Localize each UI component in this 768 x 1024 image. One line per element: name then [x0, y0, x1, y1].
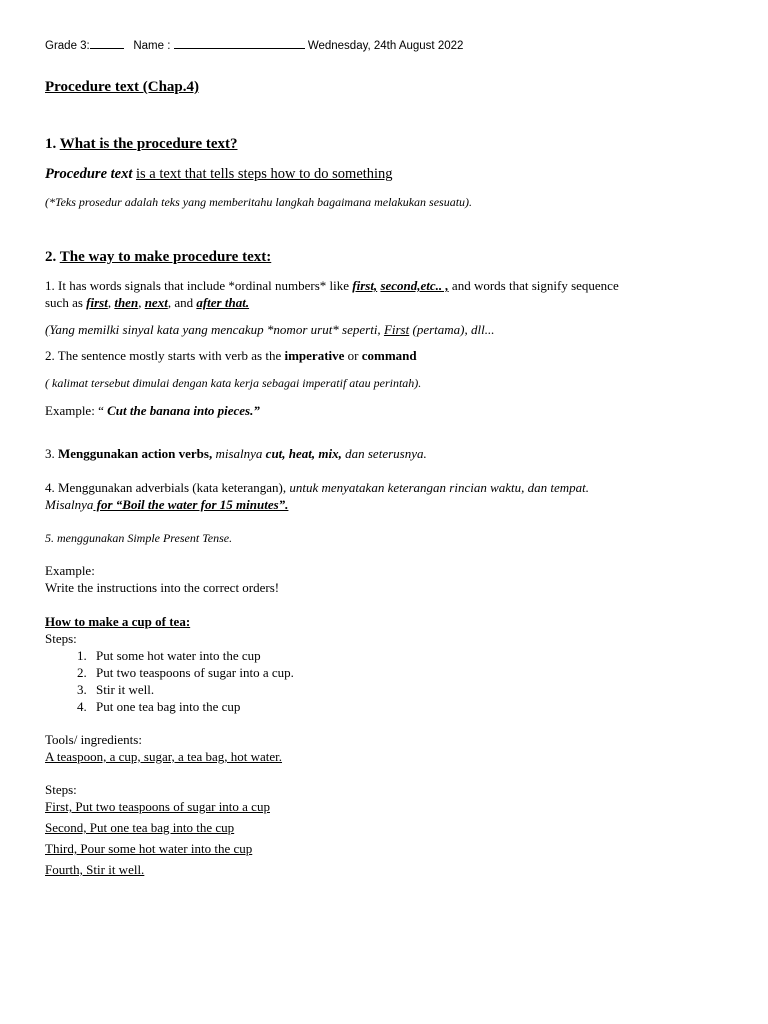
list-item: 3. Stir it well. — [90, 681, 294, 698]
point1-such-as: such as — [45, 295, 87, 310]
point1-text-cont: and words that signify sequence — [448, 278, 619, 293]
point2-text: 2. The sentence mostly starts with verb as the — [45, 348, 285, 363]
point1-translation-first: First — [383, 322, 410, 337]
date: Wednesday, 24th August 2022 — [307, 40, 464, 52]
list-item: 4. Put one tea bag into the cup — [90, 698, 294, 715]
tools-label: Tools/ ingredients: — [45, 732, 142, 747]
page-title: Procedure text (Chap.4) — [45, 79, 199, 95]
exercise-example-label: Example: — [45, 563, 95, 578]
point1-line1 — [45, 278, 619, 294]
definition — [45, 165, 393, 183]
section1-heading — [45, 136, 238, 152]
exercise-instruction: Write the instructions into the correct orders! — [45, 580, 280, 595]
signal-first: first — [86, 295, 108, 310]
point4-misalnya: Misalnya — [45, 497, 94, 512]
steps-label: Steps: — [45, 631, 77, 646]
section1-heading-number: 1. — [45, 136, 57, 152]
section2-heading-number: 2. — [45, 249, 57, 265]
grade-blank — [90, 37, 124, 49]
section2-heading — [45, 249, 271, 265]
point1-translation-rest: (pertama), dll... — [409, 322, 495, 337]
example-label: Example: “ — [45, 403, 108, 418]
grade-label: Grade 3: — [45, 40, 90, 52]
point1-and: , and — [167, 295, 197, 310]
definition-translation: (*Teks prosedur adalah teks yang memberitahu langkah bagaimana melakukan sesuatu). — [45, 195, 473, 209]
answer-step-3: Third, Pour some hot water into the cup — [45, 841, 253, 856]
point1-text: 1. It has words signals that include *ordinal numbers* like — [45, 278, 353, 293]
point2-translation: ( kalimat tersebut dimulai dengan kata kerja sebagai imperatif atau perintah). — [45, 376, 422, 390]
point1-line2: such as first, then, next, and after that. — [45, 295, 250, 310]
steps-list — [45, 647, 294, 715]
point4-text: 4. Menggunakan adverbials (kata keterangan), — [45, 480, 290, 495]
point2-command: command — [361, 348, 417, 363]
definition-text: is a text that tells steps how to do something — [136, 166, 393, 182]
definition-term: Procedure text — [45, 166, 133, 182]
point2-or: or — [344, 348, 362, 363]
point2-imperative: imperative — [284, 348, 345, 363]
point3-number: 3. — [45, 446, 58, 461]
answer-step-1: First, Put two teaspoons of sugar into a cup — [45, 799, 270, 814]
name-label: Name : — [133, 40, 171, 52]
section2-heading-text: The way to make procedure text: — [59, 249, 272, 265]
tools-list: A teaspoon, a cup, sugar, a tea bag, hot water. — [45, 749, 283, 764]
point5: 5. menggunakan Simple Present Tense. — [45, 531, 233, 545]
point3-misalnya: misalnya — [212, 446, 266, 461]
point3 — [45, 446, 427, 462]
name-blank — [174, 37, 305, 49]
signal-then: then — [114, 295, 139, 310]
ordinal-first: first, — [352, 278, 378, 293]
task-title: How to make a cup of tea: — [45, 614, 191, 629]
point4-line1 — [45, 480, 589, 496]
header-line — [45, 37, 463, 54]
point1-translation: (Yang memilki sinyal kata yang mencakup *nomor urut* seperti, First (pertama), dll... — [45, 322, 495, 337]
point4-example: for “Boil the water for 15 minutes”. — [93, 497, 289, 512]
example-text: Cut the banana into pieces.” — [107, 403, 260, 418]
signal-after-that: after that. — [196, 295, 250, 310]
signal-next: next — [144, 295, 168, 310]
point3-rest: dan seterusnya. — [341, 446, 427, 461]
example-sentence — [45, 403, 260, 419]
point3-bold: Menggunakan action verbs, — [58, 446, 213, 461]
answer-step-2: Second, Put one tea bag into the cup — [45, 820, 235, 835]
ordinal-second-etc: second,etc.. , — [380, 278, 449, 293]
point4-italic: untuk menyatakan keterangan rincian waktu, dan tempat. — [289, 480, 590, 495]
section1-heading-text: What is the procedure text? — [59, 136, 238, 152]
point3-verbs: cut, heat, mix, — [265, 446, 342, 461]
answer-steps-label: Steps: — [45, 782, 77, 797]
point2 — [45, 348, 417, 364]
answer-step-4: Fourth, Stir it well. — [45, 862, 145, 877]
point1-translation-text: Yang memilki sinyal kata yang mencakup *nomor urut* seperti, — [49, 322, 384, 337]
point4-line2 — [45, 497, 288, 513]
list-item: 1. Put some hot water into the cup — [90, 647, 294, 664]
list-item: 2. Put two teaspoons of sugar into a cup. — [90, 664, 294, 681]
